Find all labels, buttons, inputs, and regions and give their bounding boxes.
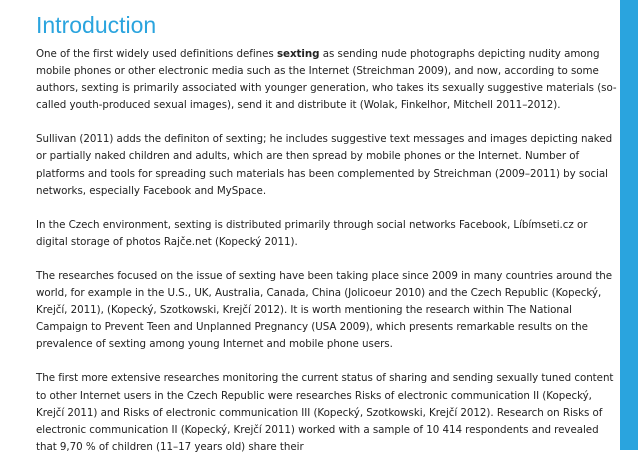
paragraph-definition-end: as sending nude photographs depicting nudity among mobile phones or other electronic media such as the Internet (Streichman 2009), and now, according to some authors, sexting is primarily associated with younger generation, who takes its sexually suggestive materials (so-called youth-produced sexual images), send it and distribute it (Wolak, Finkelhor, Mitchell 2011–2012). bbox=[36, 48, 617, 112]
paragraph-definition-start: One of the first widely used definitions defines bbox=[36, 48, 277, 60]
accent-side-bar bbox=[620, 0, 638, 450]
page-title: Introduction bbox=[36, 12, 157, 38]
term-sexting: sexting bbox=[276, 48, 320, 60]
paragraph-extensive-researches: The first more extensive researches monitoring the current status of sharing and sending sexually tuned content to other Internet users in the Czech Republic were researches Risks of electronic communication II (Kopecký, Krejčí 2011) and Risks of electronic communication III (Kopecký, Szotkowski, Krejčí 2012). Research on Risks of electronic communication II (Kopecký, Krejčí 2011) worked with a sample of 10 414 respondents and revealed that 9,70 % of children (11–17 years old) share their bbox=[36, 372, 614, 453]
paragraph-sullivan: Sullivan (2011) adds the definiton of sexting; he includes suggestive text messages and images depicting naked or partially naked children and adults, which are then spread by mobile phones or the Internet. Number of platforms and tools for spreading such materials has been complemented by Streichman (2009–2011) by social networks, especially Facebook and MySpace. bbox=[36, 133, 613, 197]
paragraph-definition bbox=[36, 46, 618, 114]
document-body bbox=[36, 10, 618, 473]
paragraph-czech-environment: In the Czech environment, sexting is distributed primarily through social networks Facebook, Líbímseti.cz or digital storage of photos Rajče.net (Kopecký 2011). bbox=[36, 218, 588, 248]
paragraph-researches: The researches focused on the issue of sexting have been taking place since 2009 in many countries around the world, for example in the U.S., UK, Australia, Canada, China (Jolicoeur 2010) and the Czech Republic (Kopecký, Krejčí, 2011), (Kopecký, Szotkowski, Krejčí 2012). It is worth mentioning the research within The National Campaign to Prevent Teen and Unplanned Pregnancy (USA 2009), which presents remarkable results on the prevalence of sexting among young Internet and mobile phone users. bbox=[36, 269, 613, 351]
